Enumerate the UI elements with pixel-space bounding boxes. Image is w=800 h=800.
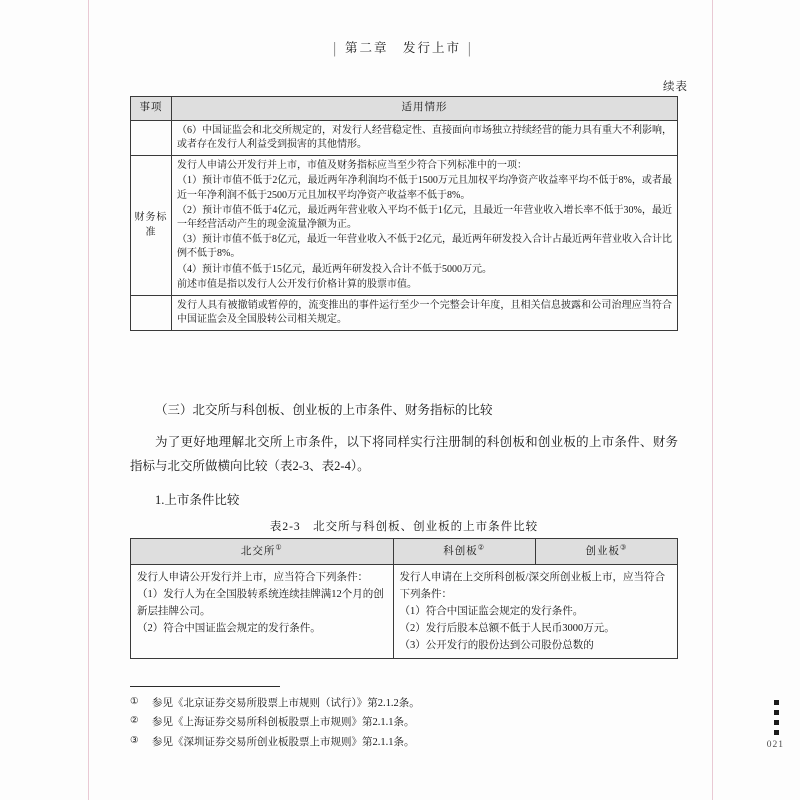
footnote-text: 参见《上海证券交易所科创板股票上市规则》第2.1.1条。 (152, 717, 415, 729)
page-edge-left (88, 0, 89, 800)
thumb-index-marks (774, 700, 780, 740)
cell-paragraph: （2）符合中国证监会规定的发行条件。 (137, 623, 321, 634)
footnote-item (130, 713, 678, 732)
footnote-ref-3: ③ (619, 543, 628, 552)
thumb-mark (774, 710, 779, 715)
row-paragraph: 发行人申请公开发行并上市，市值及财务指标应当至少符合下列标准中的一项： (177, 160, 527, 172)
row-paragraph: （4）预计市值不低于15亿元，最近两年研发投入合计不低于5000万元。 (177, 263, 492, 275)
footnote-marker: ① (130, 697, 139, 707)
table-header-situation: 适用情形 (172, 97, 678, 121)
running-head-rule-left: | (333, 39, 338, 57)
cell-paragraph: （1）符合中国证监会规定的发行条件。 (399, 606, 584, 617)
running-head-text: 第二章 发行上市 (344, 41, 461, 55)
table-header-item: 事项 (131, 97, 172, 121)
row-body (172, 120, 678, 155)
footnote-list (130, 694, 678, 752)
table-row (131, 120, 678, 155)
table-row (131, 295, 678, 330)
thumb-mark (774, 700, 779, 705)
row-paragraph: （2）预计市值不低于4亿元，最近两年营业收入平均不低于1亿元，且最近一年营业收入增长率不低于30%，最近一年经营活动产生的现金流量净额为正。 (177, 204, 672, 231)
footnote-text: 参见《北京证券交易所股票上市规则（试行）》第2.1.2条。 (152, 698, 420, 709)
row-label (131, 295, 172, 330)
cell-paragraph: 发行人申请公开发行并上市，应当符合下列条件： (137, 572, 368, 583)
row-body (172, 295, 678, 330)
comparison-row (131, 565, 678, 659)
column-header-bse-text: 北交所 (240, 546, 276, 557)
intro-paragraph: 为了更好地理解北交所上市条件，以下将同样实行注册制的科创板和创业板的上市条件、财务指标与北交所做横向比较（表2-3、表2-4）。 (130, 435, 678, 474)
footnote-text: 参见《深圳证券交易所创业板股票上市规则》第2.1.1条。 (152, 736, 415, 748)
subsection-heading: 1.上市条件比较 (155, 493, 240, 507)
row-paragraph: 前述市值是指以发行人公开发行价格计算的股票市值。 (177, 278, 417, 290)
row-paragraph: （6）中国证监会和北交所规定的，对发行人经营稳定性、直接面向市场独立持续经营的能力具有重大不利影响，或者存在发行人利益受到损害的其他情形。 (177, 124, 672, 151)
thumb-mark (774, 720, 779, 725)
running-head-rule-right: | (468, 39, 473, 57)
page-number: 021 (766, 740, 784, 750)
footnote-ref-1: ① (275, 543, 283, 552)
footnote-item (130, 694, 678, 713)
table-row (131, 156, 678, 296)
page-edge-right (712, 0, 713, 800)
cell-paragraph: （1）发行人为在全国股转系统连续挂牌满12个月的创新层挂牌公司。 (137, 589, 384, 617)
column-header-chinext-text: 创业板 (585, 546, 620, 557)
cell-bse-conditions (131, 565, 394, 659)
table-header-row (131, 97, 678, 121)
section-heading: （三）北交所与科创板、创业板的上市条件、财务指标的比较 (155, 403, 493, 417)
cell-star-chinext-conditions (393, 565, 677, 659)
comparison-header-row (131, 539, 678, 565)
column-header-bse (131, 539, 394, 565)
table-caption: 表2-3 北交所与科创板、创业板的上市条件比较 (269, 521, 539, 533)
column-header-star (393, 539, 535, 565)
cell-paragraph: 发行人申请在上交所科创板/深交所创业板上市，应当符合下列条件： (399, 572, 665, 600)
cell-paragraph: （3）公开发行的股份达到公司股份总数的 (399, 640, 594, 651)
page-content (108, 0, 698, 800)
row-body (172, 156, 678, 296)
footnote-item (130, 733, 678, 752)
row-paragraph: 发行人具有被撤销或暂停的，流变推出的事件运行至少一个完整会计年度，且相关信息披露和公司治理应当符合中国证监会及全国股转公司相关规定。 (177, 299, 672, 326)
cell-paragraph: （2）发行后股本总额不低于人民币3000万元。 (399, 623, 615, 634)
comparison-table (130, 538, 678, 659)
footnote-marker: ② (130, 716, 139, 727)
footnote-ref-2: ② (477, 543, 486, 552)
table-continued-label: 续表 (663, 81, 688, 93)
footnote-marker: ③ (130, 735, 139, 746)
column-header-star-text: 科创板 (443, 546, 478, 557)
row-label: 财务标准 (131, 156, 172, 296)
financial-criteria-table (130, 96, 678, 331)
running-head (108, 38, 698, 56)
row-paragraph: （3）预计市值不低于8亿元，最近一年营业收入不低于2亿元，最近两年研发投入合计占最近两年营业收入合计比例不低于8%。 (177, 234, 672, 260)
thumb-mark (774, 730, 779, 735)
footnote-rule (130, 686, 280, 687)
column-header-chinext (535, 539, 677, 565)
row-label (131, 120, 172, 155)
row-paragraph: （1）预计市值不低于2亿元，最近两年净利润均不低于1500万元且加权平均净资产收益率平均不低于8%，或者最近一年净利润不低于2500万元且加权平均净资产收益率不低于8%。 (177, 175, 672, 201)
